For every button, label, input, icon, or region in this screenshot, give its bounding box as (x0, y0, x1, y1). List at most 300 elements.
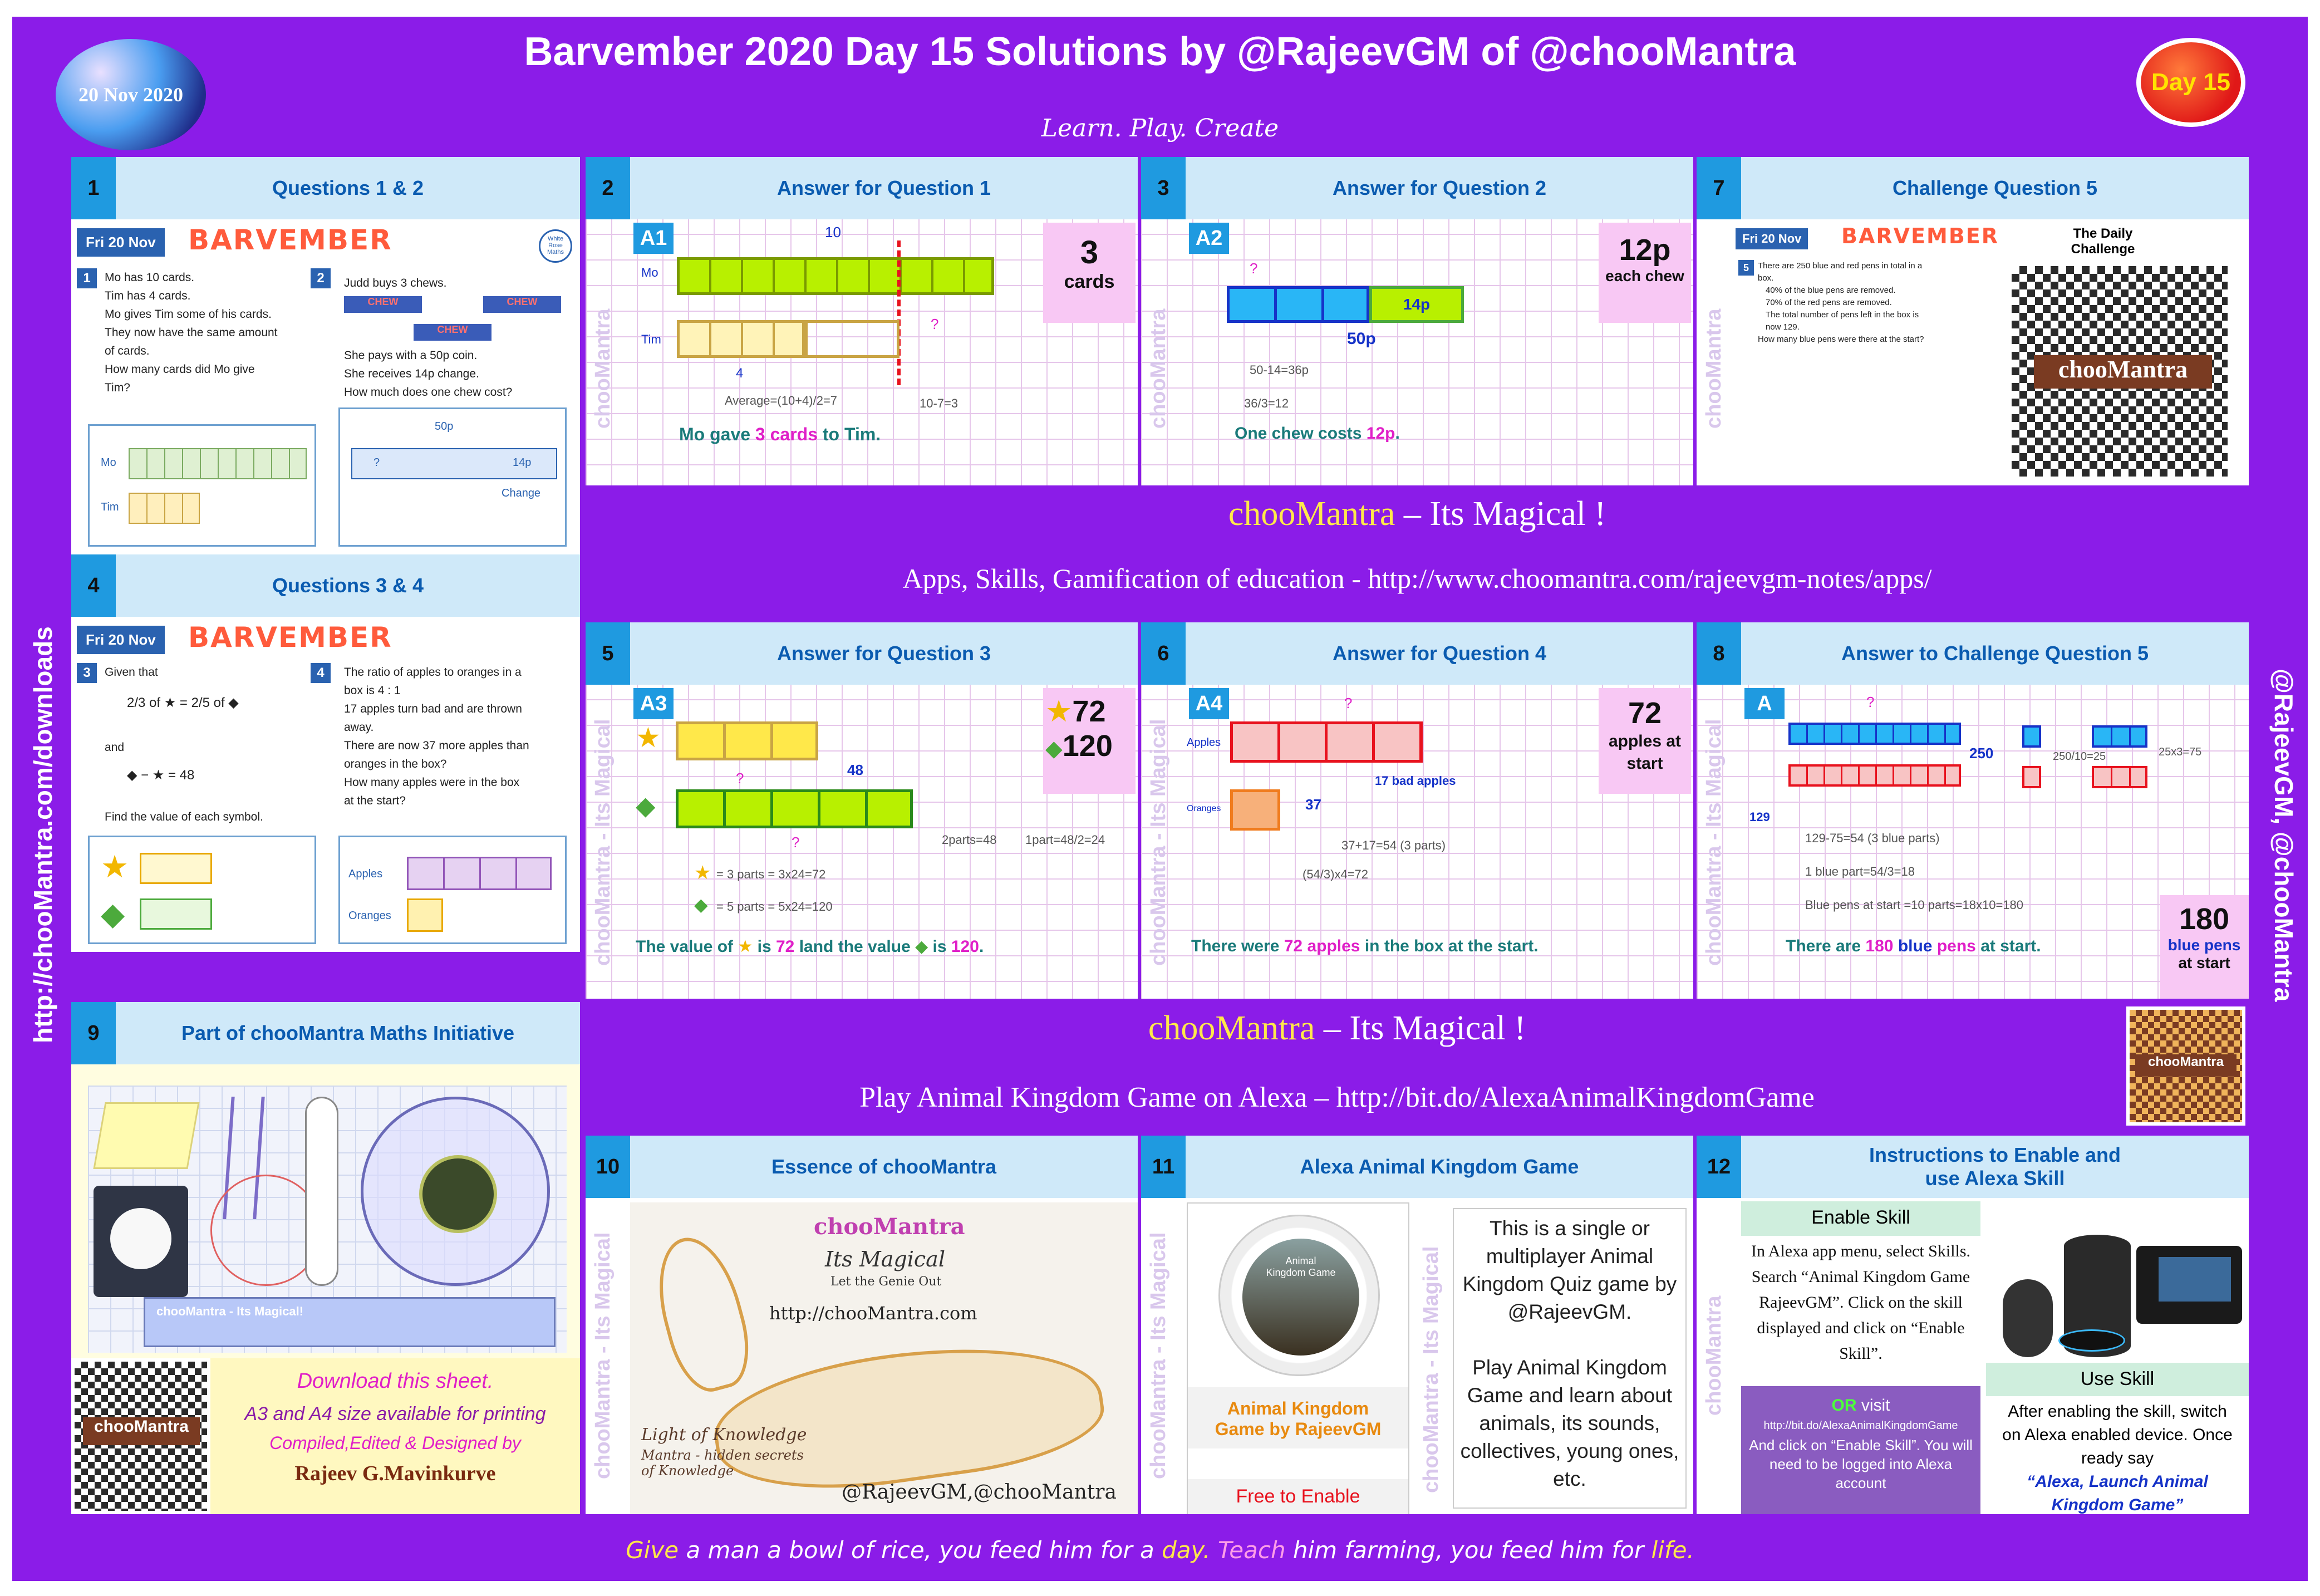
panel-number: 8 (1697, 622, 1741, 685)
skill-icon-label: Animal Kingdom Game (1266, 1255, 1336, 1278)
calc-3: Blue pens at start =10 parts=18x10=180 (1805, 898, 2024, 912)
sheet-date: Fri 20 Nov (1736, 228, 1808, 249)
footer-part: a man a bowl of rice, you feed him for a (679, 1536, 1162, 1564)
star-icon: ★ (636, 722, 661, 753)
answer-box (2160, 895, 2249, 999)
panel-number: 10 (586, 1136, 630, 1198)
watermark: chooMantra (1702, 1295, 1726, 1416)
split-line (897, 240, 901, 385)
handle-text: @RajeevGM, @chooMantra (2269, 668, 2298, 1002)
calc-4: = 5 parts = 5x24=120 (716, 900, 833, 914)
total-250: 250 (1969, 745, 1994, 762)
panel-title: Essence of chooMantra (771, 1155, 997, 1178)
q-line: They now have the same amount (105, 326, 278, 339)
banner-alexa-link[interactable]: Play Animal Kingdom Game on Alexa – http://bit.do/AlexaAnimalKingdomGame (859, 1082, 1815, 1113)
equation-2: ◆ − ★ = 48 (127, 768, 195, 783)
game-description (1453, 1208, 1687, 1509)
answer-unit-2: at start (2178, 954, 2230, 971)
panel-number: 6 (1141, 622, 1186, 685)
answer-sentence (1191, 937, 1539, 956)
sentence-part: One chew costs (1235, 424, 1367, 443)
panel-header (71, 157, 580, 219)
alexa-command: “Alexa, Launch Animal Kingdom Game” (2027, 1472, 2208, 1514)
watermark: chooMantra (1147, 308, 1170, 429)
fifty-label: 50p (1347, 330, 1376, 348)
unknown-mark: ? (1866, 694, 1875, 710)
sentence-part: . (1395, 424, 1400, 443)
enable-skill-header: Enable Skill (1741, 1201, 1980, 1236)
footer-part: life. (1651, 1536, 1694, 1564)
panel-title: Answer for Question 2 (1332, 176, 1547, 199)
author-name: Rajeev G.Mavinkurve (294, 1462, 496, 1485)
download-info (210, 1358, 580, 1514)
unknown-mark: ? (373, 456, 380, 469)
answer-unit: each chew (1605, 267, 1684, 284)
description-2: Play Animal Kingdom Game and learn about animals, its sounds, collectives, young ones, etc. (1460, 1356, 1679, 1490)
red-three-parts (2092, 766, 2147, 788)
mo-tim-bar-model (88, 424, 316, 547)
essence-url[interactable]: http://chooMantra.com (769, 1303, 977, 1324)
apples-label: Apples (1187, 736, 1221, 749)
q-line: of cards. (105, 345, 150, 357)
q-line: Tim has 4 cards. (105, 289, 191, 302)
chew-bar-model (338, 407, 567, 547)
qr-code[interactable] (2008, 263, 2231, 480)
calc-1: 50-14=36p (1250, 363, 1309, 377)
visit-label: visit (1856, 1396, 1890, 1415)
essence-brand: chooMantra (814, 1214, 965, 1240)
panel-number: 11 (1141, 1136, 1186, 1198)
panel-number: 9 (71, 1002, 116, 1064)
tim-bar (677, 320, 805, 358)
description-1: This is a single or multiplayer Animal Kingdom Quiz game by @RajeevGM. (1462, 1217, 1677, 1323)
watermark: chooMantra - Its Magical (1147, 1232, 1170, 1479)
answer-value-diamond: 120 (1062, 729, 1113, 763)
qr-code[interactable] (71, 1358, 210, 1514)
q-line: There are 250 blue and red pens in total in a box. (1758, 261, 1923, 283)
q-line: How many apples were in the box (344, 776, 520, 789)
or-label: OR (1831, 1396, 1857, 1415)
banner-rest: – Its Magical ! (1315, 1009, 1526, 1047)
split-calc: 250/10=25 (2053, 750, 2106, 763)
footer-part: him farming, you feed him for (1285, 1536, 1651, 1564)
panel-alexa-game (1141, 1136, 1693, 1514)
watermark: chooMantra - Its Magical (1147, 719, 1170, 966)
q-line: The ratio of apples to oranges in a (344, 666, 522, 679)
alexa-link[interactable]: http://bit.do/AlexaAnimalKingdomGame (1763, 1420, 1958, 1432)
panel-answer-challenge (1697, 622, 2249, 999)
answer-label: A2 (1189, 223, 1229, 254)
essence-mantra: Mantra - hidden secrets of Knowledge (641, 1447, 804, 1479)
essence-magical: Its Magical (825, 1247, 945, 1271)
panel-header (586, 157, 1138, 219)
sentence-highlight: 3 cards (755, 424, 818, 444)
panel-alexa-instructions (1697, 1136, 2249, 1514)
mult-calc: 25x3=75 (2159, 746, 2202, 758)
q3-find: Find the value of each symbol. (105, 811, 263, 823)
fruit-bar-model (338, 836, 567, 944)
footer-quote (0, 1536, 2320, 1564)
page-title: Barvember 2020 Day 15 Solutions by @RajeevGM of @chooMantra (524, 30, 1796, 74)
q3-and: and (105, 741, 125, 754)
blue-three-parts (2092, 725, 2147, 748)
mo-bar (677, 257, 994, 295)
fortyeight-label: 48 (847, 762, 863, 778)
difference-calc: 10-7=3 (920, 396, 959, 410)
unknown-mark: ? (736, 770, 744, 787)
question-number: 3 (77, 663, 97, 683)
panel-header (586, 1136, 1138, 1198)
answer-sentence (636, 937, 984, 956)
sizes-text: A3 and A4 size available for printing (244, 1403, 546, 1425)
change-label: Change (502, 487, 541, 499)
diamond-bar (140, 898, 212, 930)
star-icon: ★ (738, 937, 753, 956)
banner-brand: chooMantra (1228, 495, 1395, 533)
sentence-part: is (753, 937, 776, 956)
diamond-icon: ◆ (915, 937, 928, 956)
qr-label: chooMantra (83, 1417, 200, 1445)
footer-part: Give (626, 1536, 679, 1564)
sentence-part: at start. (1975, 937, 2041, 955)
question-1-text (105, 268, 316, 397)
apples-bar (407, 857, 552, 890)
banner-choomantra-2 (586, 1009, 2088, 1048)
answer-unit: cards (1064, 271, 1115, 292)
banner-brand: chooMantra (1148, 1009, 1315, 1047)
answer-box (1599, 688, 1691, 794)
calc-2: (54/3)x4=72 (1302, 867, 1369, 881)
barvember-logo: BARVEMBER (188, 224, 392, 256)
panel-answer-q4 (1141, 622, 1693, 999)
calc-1: 2parts=48 (942, 833, 997, 847)
echo-devices-image (1986, 1201, 2249, 1363)
mo-label: Mo (101, 456, 116, 469)
panel-header (71, 554, 580, 617)
star-icon: ★ (101, 849, 129, 884)
watermark: chooMantra - Its Magical (1419, 1225, 1445, 1514)
question-number: 1 (77, 268, 97, 288)
day-badge-text: Day 15 (2151, 68, 2230, 96)
q3-given: Given that (105, 666, 158, 679)
average-calc: Average=(10+4)/2=7 (725, 394, 838, 407)
q-line: She pays with a 50p coin. (344, 349, 478, 362)
sentence-highlight: 72 (775, 937, 795, 956)
panel-header (71, 1002, 580, 1064)
use-skill-header: Use Skill (1986, 1363, 2249, 1396)
panel-header (1141, 1136, 1693, 1198)
oranges-bar (1230, 789, 1280, 831)
answer-box (1043, 223, 1136, 323)
use-text: After enabling the skill, switch on Alexa enabled device. Once ready say (2002, 1402, 2233, 1467)
panel-title: Alexa Animal Kingdom Game (1300, 1155, 1579, 1178)
panel-header (1697, 622, 2249, 685)
answer-label: A1 (633, 223, 674, 254)
question-4-text (344, 663, 578, 810)
answer-label: A3 (633, 688, 674, 719)
calc-1: 37+17=54 (3 parts) (1341, 838, 1446, 852)
eraser-icon (93, 1102, 199, 1169)
compiled-text: Compiled,Edited & Designed by (269, 1433, 521, 1453)
calc-1: 129-75=54 (3 blue parts) (1805, 831, 1940, 845)
banner-apps-link[interactable]: Apps, Skills, Gamification of education - http://www.choomantra.com/rajeevgm-notes/apps/ (902, 563, 1932, 594)
panel-title: Part of chooMantra Maths Initiative (181, 1022, 515, 1044)
diamond-bar (676, 789, 913, 828)
answer-box (1043, 688, 1136, 794)
visit-link-box (1741, 1386, 1980, 1514)
panel-essence (586, 1136, 1138, 1514)
tim-gap-bar (805, 320, 900, 358)
red-part (2022, 766, 2041, 788)
calc-3: = 3 parts = 3x24=72 (716, 867, 826, 881)
q-line: Tim? (105, 381, 130, 394)
watermark: chooMantra - Its Magical (591, 719, 615, 966)
panel-answer-q1 (586, 157, 1138, 485)
sentence-highlight: 180 (1865, 937, 1894, 955)
q-line: oranges in the box? (344, 758, 447, 770)
answer-label: A4 (1189, 688, 1229, 719)
panel-maths-initiative (71, 1002, 580, 1514)
panel-number: 12 (1697, 1136, 1741, 1198)
unknown-mark: ? (792, 834, 800, 851)
essence-artwork (630, 1202, 1138, 1514)
sheet-date: Fri 20 Nov (77, 626, 165, 654)
panel-title: Answer for Question 3 (776, 642, 991, 665)
q-line: Mo gives Tim some of his cards. (105, 308, 272, 321)
sentence-highlight: 120 (951, 937, 979, 956)
unknown-mark: ? (1344, 695, 1353, 711)
blue-pens-bar (1788, 723, 1961, 745)
chew-wrapper: CHEW (344, 296, 422, 313)
sentence-part: in the box at the start. (1360, 937, 1539, 955)
q-line: 70% of the red pens are removed. (1766, 298, 1892, 307)
change-bar: 14p (1369, 286, 1464, 323)
star-icon: ★ (1045, 695, 1073, 728)
mo-bar (129, 448, 307, 479)
tim-bar (129, 493, 200, 524)
panel-number: 5 (586, 622, 630, 685)
panel-title: Answer to Challenge Question 5 (1841, 642, 2149, 665)
sentence-highlight: 12p (1366, 424, 1395, 443)
answer-unit: apples at start (1608, 732, 1682, 773)
symbol-bar-model (88, 836, 316, 944)
free-to-enable[interactable]: Free to Enable (1188, 1479, 1408, 1514)
qr-label: chooMantra (2034, 355, 2212, 389)
tagline: Learn. Play. Create (1041, 114, 1279, 143)
qr-code[interactable] (2126, 1006, 2245, 1126)
answer-box (1599, 223, 1691, 323)
footer-part: day. (1162, 1536, 1211, 1564)
panel-number: 3 (1141, 157, 1186, 219)
sentence-part: There are (1786, 937, 1866, 955)
watermark: chooMantra - Its Magical (591, 1232, 615, 1479)
sentence-part: There were (1191, 937, 1284, 955)
footer-part: Teach (1210, 1536, 1286, 1564)
sentence-part: The value of (636, 937, 738, 956)
chew-wrapper: CHEW (414, 324, 491, 341)
calc-2: 1 blue part=54/3=18 (1805, 865, 1915, 878)
answer-value-star: 72 (1072, 695, 1106, 728)
q-line: away. (344, 721, 374, 734)
q-line: How many cards did Mo give (105, 363, 255, 376)
answer-value: 12p (1619, 233, 1671, 267)
mo-label: Mo (641, 266, 658, 279)
fifty-label: 50p (435, 420, 454, 433)
panel-title: Challenge Question 5 (1892, 176, 2098, 199)
equation-1: 2/3 of ★ = 2/5 of ◆ (127, 695, 239, 710)
barvember-logo: BARVEMBER (1841, 224, 1999, 248)
question-number: 5 (1738, 260, 1754, 276)
qr-label: chooMantra (2135, 1054, 2237, 1077)
downloads-link[interactable]: http://chooMantra.com/downloads (28, 626, 57, 1044)
panel-title: Questions 3 & 4 (272, 574, 424, 597)
essence-light: Light of Knowledge (641, 1425, 807, 1445)
enable-instructions: In Alexa app menu, select Skills. Search “Animal Kingdom Game RajeevGM”. Click on the skill displayed and click on “Enable Skill”. (1751, 1242, 1971, 1363)
q-line: How many blue pens were there at the start? (1758, 335, 1924, 344)
panel-header (1141, 157, 1693, 219)
skill-name: Animal Kingdom Game by RajeevGM (1188, 1387, 1408, 1448)
change-value: 14p (513, 456, 532, 469)
barvember-logo: BARVEMBER (188, 621, 392, 654)
oranges-label: Oranges (1187, 804, 1221, 813)
day-badge (2136, 38, 2245, 127)
date-badge-text: 20 Nov 2020 (78, 84, 183, 106)
panel-number: 1 (71, 157, 116, 219)
four-label: 4 (736, 366, 744, 381)
sentence-highlight: pens (1936, 937, 1976, 955)
download-link[interactable]: Download this sheet. (297, 1369, 494, 1393)
panel-header (1697, 1136, 2249, 1198)
tim-label: Tim (101, 501, 119, 513)
unknown-mark: ? (1250, 260, 1258, 277)
skill-card[interactable] (1187, 1202, 1409, 1514)
use-instructions (1986, 1400, 2249, 1514)
answer-value: 3 (1080, 234, 1099, 271)
panel-header (1697, 157, 2249, 219)
question-number: 4 (311, 663, 331, 683)
blue-part (2022, 725, 2041, 748)
panel-header (586, 622, 1138, 685)
panel-title: Answer for Question 1 (776, 176, 991, 199)
panel-number: 7 (1697, 157, 1741, 219)
essence-handle: @RajeevGM,@chooMantra (842, 1481, 1117, 1504)
sentence-part: to Tim. (818, 424, 881, 444)
panel-number: 4 (71, 554, 116, 617)
protractor-icon (361, 1097, 550, 1286)
question-2-text (344, 346, 578, 401)
panel-number: 2 (586, 157, 630, 219)
panel-title: Answer for Question 4 (1332, 642, 1547, 665)
chew-wrapper: CHEW (483, 296, 561, 313)
q-line: The total number of pens left in the box is now 129. (1766, 310, 1919, 332)
q-line: 17 apples turn bad and are thrown (344, 703, 522, 715)
diamond-icon: ◆ (694, 895, 708, 915)
panel-challenge-q5 (1697, 157, 2249, 485)
banner-choomantra (586, 494, 2249, 534)
challenge-text (1758, 260, 1936, 346)
unknown-mark: ? (931, 316, 939, 332)
answer-sentence (1786, 937, 2041, 956)
red-pens-bar (1788, 764, 1961, 787)
q-line: at the start? (344, 794, 406, 807)
calc-2: 1part=48/2=24 (1025, 833, 1105, 847)
panel-questions-3-4 (71, 554, 580, 952)
oranges-label: Oranges (348, 910, 391, 922)
question-number: 2 (311, 268, 331, 288)
echo-device-icon (2003, 1279, 2053, 1357)
visit-instructions: And click on “Enable Skill”. You will need to be logged into Alexa account (1749, 1437, 1973, 1491)
panel-header (1141, 622, 1693, 685)
q-line: How much does one chew cost? (344, 386, 513, 399)
echo-dot-icon (2058, 1329, 2125, 1352)
sentence-blue: blue (1893, 937, 1937, 955)
daily-challenge-label: The Daily Challenge (2071, 226, 2135, 257)
answer-value: 180 (2179, 902, 2230, 936)
answer-sentence (679, 424, 881, 445)
apples-bar (1230, 721, 1423, 763)
white-rose-logo: White Rose Maths (539, 229, 572, 263)
chew-bar (1227, 286, 1369, 323)
scale-icon (94, 1186, 188, 1297)
geometry-tools-image (88, 1086, 567, 1353)
thirtyseven-label: 37 (1305, 796, 1321, 813)
answer-sentence (1235, 424, 1400, 443)
q-line: box is 4 : 1 (344, 684, 401, 697)
answer-value: 72 (1628, 696, 1662, 730)
answer-unit: blue pens (2167, 936, 2241, 954)
q-line: There are now 37 more apples than (344, 739, 529, 752)
watermark: chooMantra - Its Magical (1702, 719, 1726, 966)
panel-title: Instructions to Enable and use Alexa Skill (1869, 1143, 2121, 1190)
diamond-icon: ◆ (636, 791, 656, 820)
diamond-icon: ◆ (1045, 736, 1063, 761)
tim-label: Tim (641, 332, 661, 346)
essence-genie: Let the Genie Out (830, 1275, 942, 1289)
q-line: 40% of the blue pens are removed. (1766, 286, 1896, 295)
q-line: Mo has 10 cards. (105, 271, 195, 284)
bad-apples-label: 17 bad apples (1375, 774, 1456, 788)
watermark: chooMantra (1702, 308, 1726, 429)
calc-2: 36/3=12 (1244, 396, 1289, 410)
lamp-drawing (706, 1326, 1110, 1507)
panel-questions-1-2 (71, 157, 580, 554)
watermark: chooMantra (591, 308, 615, 429)
sentence-part: Mo gave (679, 424, 755, 444)
sentence-part: . (979, 937, 984, 956)
q2-first-line: Judd buys 3 chews. (344, 277, 447, 289)
panel-title: Questions 1 & 2 (272, 176, 424, 199)
ten-label: 10 (825, 224, 841, 240)
sentence-highlight: 72 apples (1284, 937, 1360, 955)
apples-label: Apples (348, 868, 383, 880)
answer-label: A (1744, 688, 1785, 719)
star-icon: ★ (694, 862, 711, 883)
sheet-date: Fri 20 Nov (77, 228, 165, 257)
total-129: 129 (1749, 810, 1770, 824)
q-line: She receives 14p change. (344, 367, 479, 380)
oranges-bar (407, 898, 443, 932)
panel-answer-q3 (586, 622, 1138, 999)
star-bar (140, 853, 212, 884)
echo-show-icon (2136, 1246, 2242, 1324)
flame-drawing (645, 1229, 760, 1399)
ruler-icon: chooMantra - Its Magical! (144, 1297, 556, 1347)
sentence-part: land the value (794, 937, 916, 956)
panel-answer-q2 (1141, 157, 1693, 485)
sentence-part: is (928, 937, 951, 956)
banner-rest: – Its Magical ! (1395, 495, 1606, 533)
star-bar (676, 721, 818, 760)
